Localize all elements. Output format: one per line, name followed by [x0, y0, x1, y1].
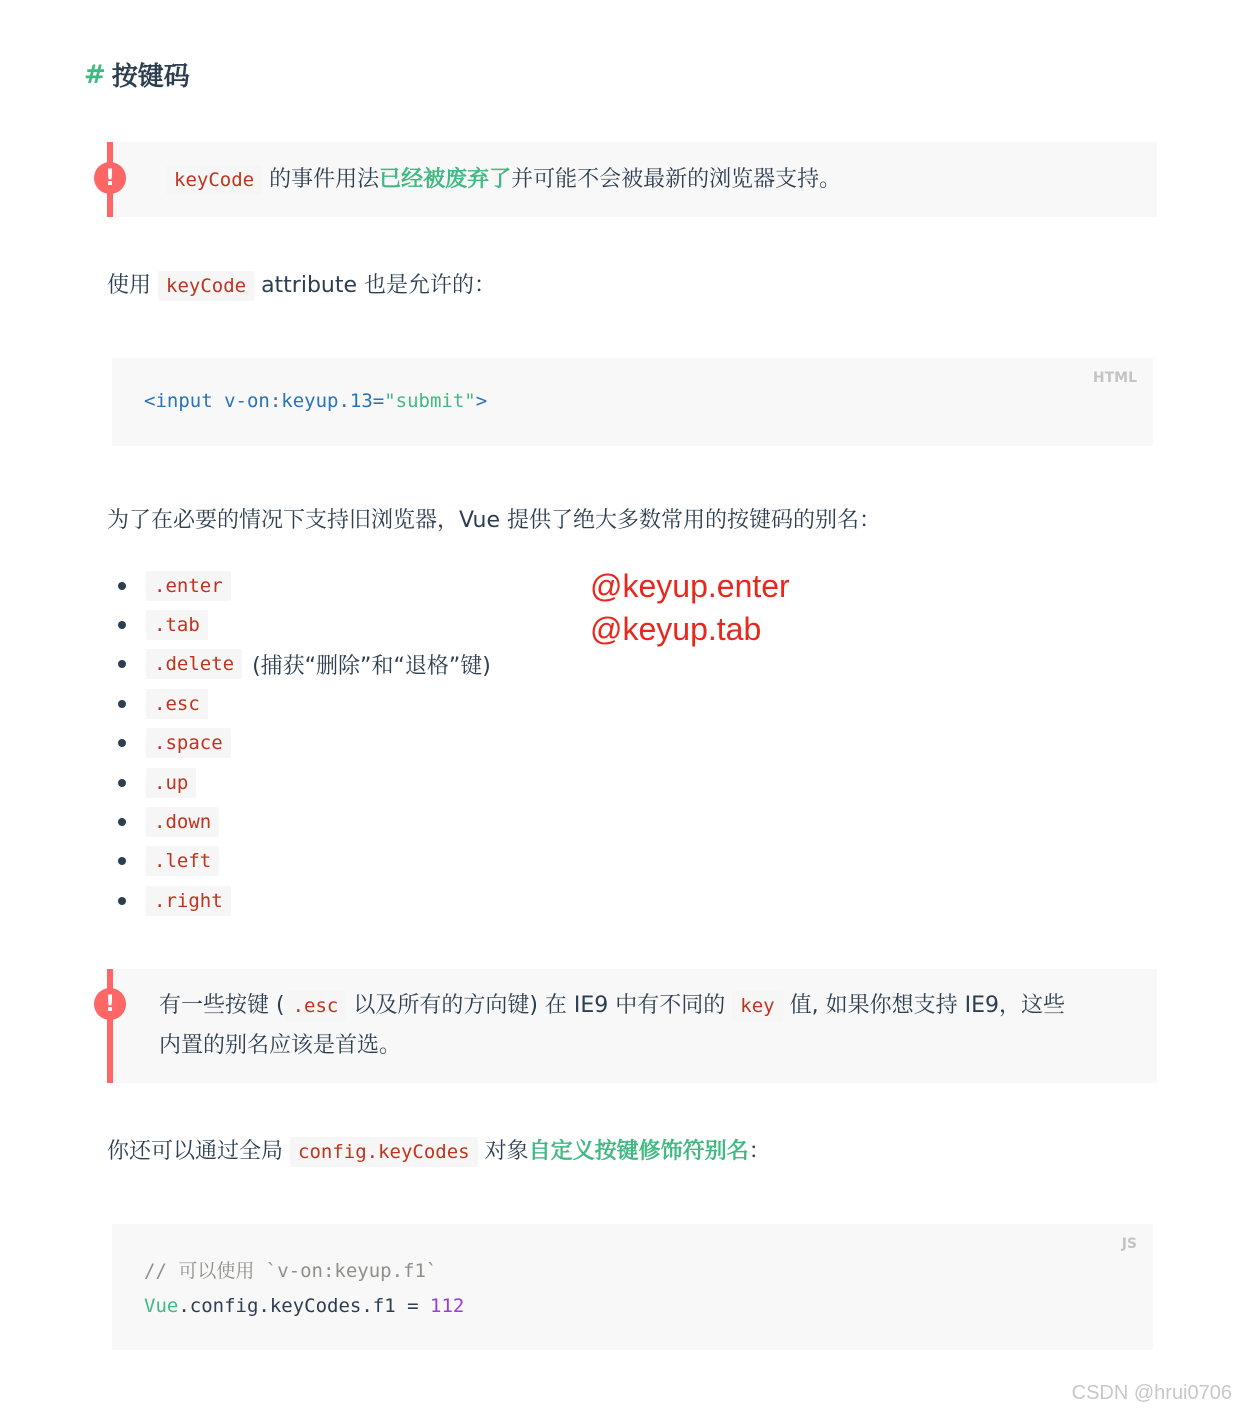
key-alias-note: (捕获“删除”和“退格”键)	[252, 653, 491, 679]
list-item	[118, 842, 491, 881]
tip-text: 并可能不会被最新的浏览器支持。	[511, 167, 842, 192]
paragraph-text: 对象	[477, 1139, 529, 1164]
list-item	[118, 724, 491, 763]
bullet-icon	[118, 582, 126, 590]
exclamation-icon: !	[94, 162, 126, 194]
code-number: 112	[430, 1295, 465, 1317]
inline-code-keycode: keyCode	[158, 271, 254, 301]
tip-text: 以及所有的方向键) 在 IE9 中有不同的	[346, 993, 733, 1018]
code-string: "submit"	[384, 390, 476, 412]
handwritten-annotation-enter: @keyup.enter	[590, 568, 790, 604]
code-comment: // 可以使用 `v-on:keyup.f1`	[144, 1260, 438, 1282]
code-attribute: v-on:keyup.13=	[224, 390, 385, 412]
anchor-hash-link[interactable]: #	[84, 59, 106, 90]
list-item	[118, 645, 491, 684]
key-alias-code: .enter	[146, 571, 231, 601]
inline-code-config-keycodes: config.keyCodes	[290, 1137, 478, 1167]
list-item	[118, 605, 491, 644]
handwritten-annotation-tab: @keyup.tab	[590, 611, 762, 647]
list-item	[118, 684, 491, 723]
code-language-label: JS	[1121, 1236, 1137, 1252]
key-alias-code: .space	[146, 728, 231, 758]
list-item	[118, 881, 491, 920]
code-line	[144, 1295, 464, 1317]
watermark: CSDN @hrui0706	[1071, 1382, 1232, 1404]
paragraph-custom-keycodes	[107, 1134, 771, 1165]
code-language-label: HTML	[1092, 370, 1137, 386]
key-alias-code: .tab	[146, 610, 208, 640]
paragraph-text: attribute 也是允许的：	[254, 273, 497, 298]
code-tag: >	[475, 390, 488, 412]
custom-modifier-link[interactable]: 自定义按键修饰符别名	[528, 1139, 749, 1164]
bullet-icon	[118, 818, 126, 826]
paragraph-text: ：	[748, 1139, 771, 1164]
bullet-icon	[118, 897, 126, 905]
code-text: .config.keyCodes.f1 =	[178, 1295, 430, 1317]
list-item	[118, 566, 491, 605]
list-item	[118, 802, 491, 841]
tip-text: 的事件用法	[262, 167, 380, 192]
code-block-html	[112, 358, 1153, 446]
exclamation-icon: !	[94, 988, 126, 1020]
paragraph-text: 使用	[107, 273, 158, 298]
paragraph-aliases-intro: 为了在必要的情况下支持旧浏览器，Vue 提供了绝大多数常用的按键码的别名：	[107, 508, 882, 533]
paragraph-keycode-attribute	[107, 268, 496, 299]
code-tag: <input	[144, 390, 225, 412]
inline-code-esc: .esc	[285, 991, 347, 1021]
warning-tip-deprecated	[104, 142, 1157, 217]
bullet-icon	[118, 779, 126, 787]
code-block-js	[112, 1224, 1153, 1350]
code-line	[144, 390, 487, 412]
code-identifier: Vue	[144, 1295, 179, 1317]
deprecated-highlight: 已经被废弃了	[379, 167, 512, 192]
key-alias-code: .delete	[146, 649, 242, 679]
bullet-icon	[118, 700, 126, 708]
tip-text: 内置的别名应该是首选。	[159, 1033, 402, 1058]
key-alias-code: .esc	[146, 689, 208, 719]
list-item	[118, 763, 491, 802]
bullet-icon	[118, 739, 126, 747]
key-alias-code: .down	[146, 807, 219, 837]
section-title: 按键码	[111, 62, 190, 92]
key-alias-code: .up	[146, 768, 196, 798]
inline-code-key: key	[732, 991, 782, 1021]
bullet-icon	[118, 857, 126, 865]
key-alias-code: .left	[146, 846, 219, 876]
key-alias-list	[118, 566, 491, 921]
section-heading	[84, 56, 190, 93]
warning-tip-ie9	[104, 969, 1157, 1083]
tip-text: 值, 如果你想支持 IE9，这些	[782, 993, 1065, 1018]
inline-code-keycode: keyCode	[166, 165, 262, 195]
paragraph-text: 你还可以通过全局	[107, 1139, 290, 1164]
key-alias-code: .right	[146, 886, 231, 916]
tip-text: 有一些按键 (	[159, 993, 285, 1018]
bullet-icon	[118, 621, 126, 629]
bullet-icon	[118, 660, 126, 668]
